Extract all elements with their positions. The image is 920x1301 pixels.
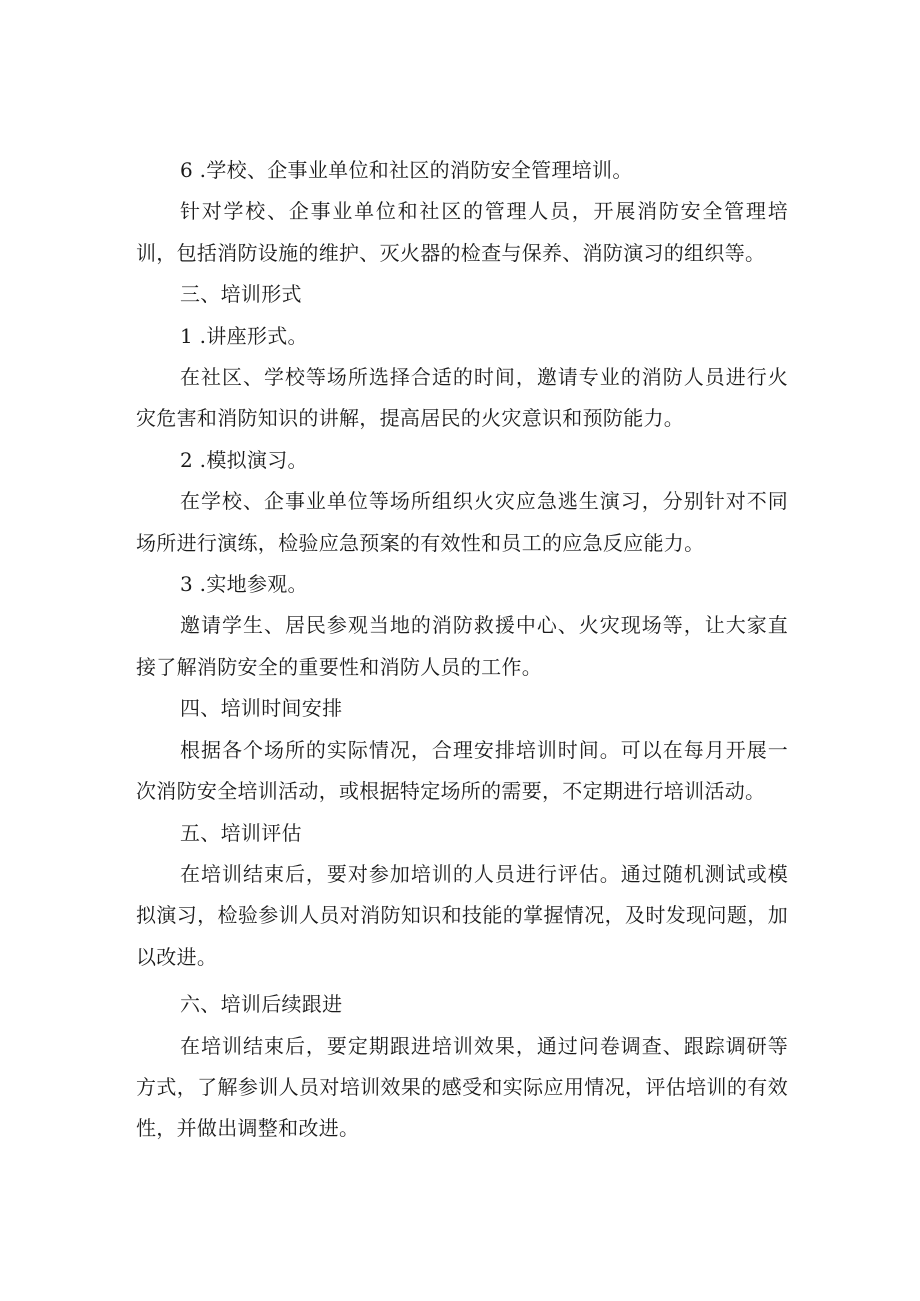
paragraph-site-visit: 邀请学生、居民参观当地的消防救援中心、火灾现场等，让大家直接了解消防安全的重要性和消防人员的工作。: [136, 613, 788, 679]
paragraph-follow-up: 在培训结束后，要定期跟进培训效果，通过问卷调查、跟踪调研等方式，了解参训人员对培训效果的感受和实际应用情况，评估培训的有效性，并做出调整和改进。: [136, 1033, 788, 1141]
paragraph-evaluation: 在培训结束后，要对参加培训的人员进行评估。通过随机测试或模拟演习，检验参训人员对消防知识和技能的掌握情况，及时发现问题，加以改进。: [136, 861, 788, 969]
item-heading-2: 2 .模拟演习。: [180, 447, 308, 472]
section-heading-follow-up: 六、培训后续跟进: [180, 992, 343, 1017]
paragraph-lecture: 在社区、学校等场所选择合适的时间，邀请专业的消防人员进行火灾危害和消防知识的讲解，提高居民的火灾意识和预防能力。: [136, 365, 788, 431]
item-heading-1: 1 .讲座形式。: [180, 323, 308, 348]
item-heading-3: 3 .实地参观。: [180, 572, 308, 597]
section-heading-schedule: 四、培训时间安排: [180, 696, 343, 721]
paragraph-schedule: 根据各个场所的实际情况，合理安排培训时间。可以在每月开展一次消防安全培训活动，或根据特定场所的需要，不定期进行培训活动。: [136, 737, 788, 804]
paragraph-management-training: 针对学校、企事业单位和社区的管理人员，开展消防安全管理培训，包括消防设施的维护、灭火器的检查与保养、消防演习的组织等。: [136, 199, 788, 265]
item-heading-6: 6 .学校、企事业单位和社区的消防安全管理培训。: [180, 158, 633, 182]
section-heading-evaluation: 五、培训评估: [180, 820, 302, 845]
document-body: [136, 150, 788, 1150]
paragraph-drill: 在学校、企事业单位等场所组织火灾应急逃生演习，分别针对不同场所进行演练，检验应急预案的有效性和员工的应急反应能力。: [136, 489, 788, 555]
section-heading-training-format: 三、培训形式: [180, 282, 302, 307]
